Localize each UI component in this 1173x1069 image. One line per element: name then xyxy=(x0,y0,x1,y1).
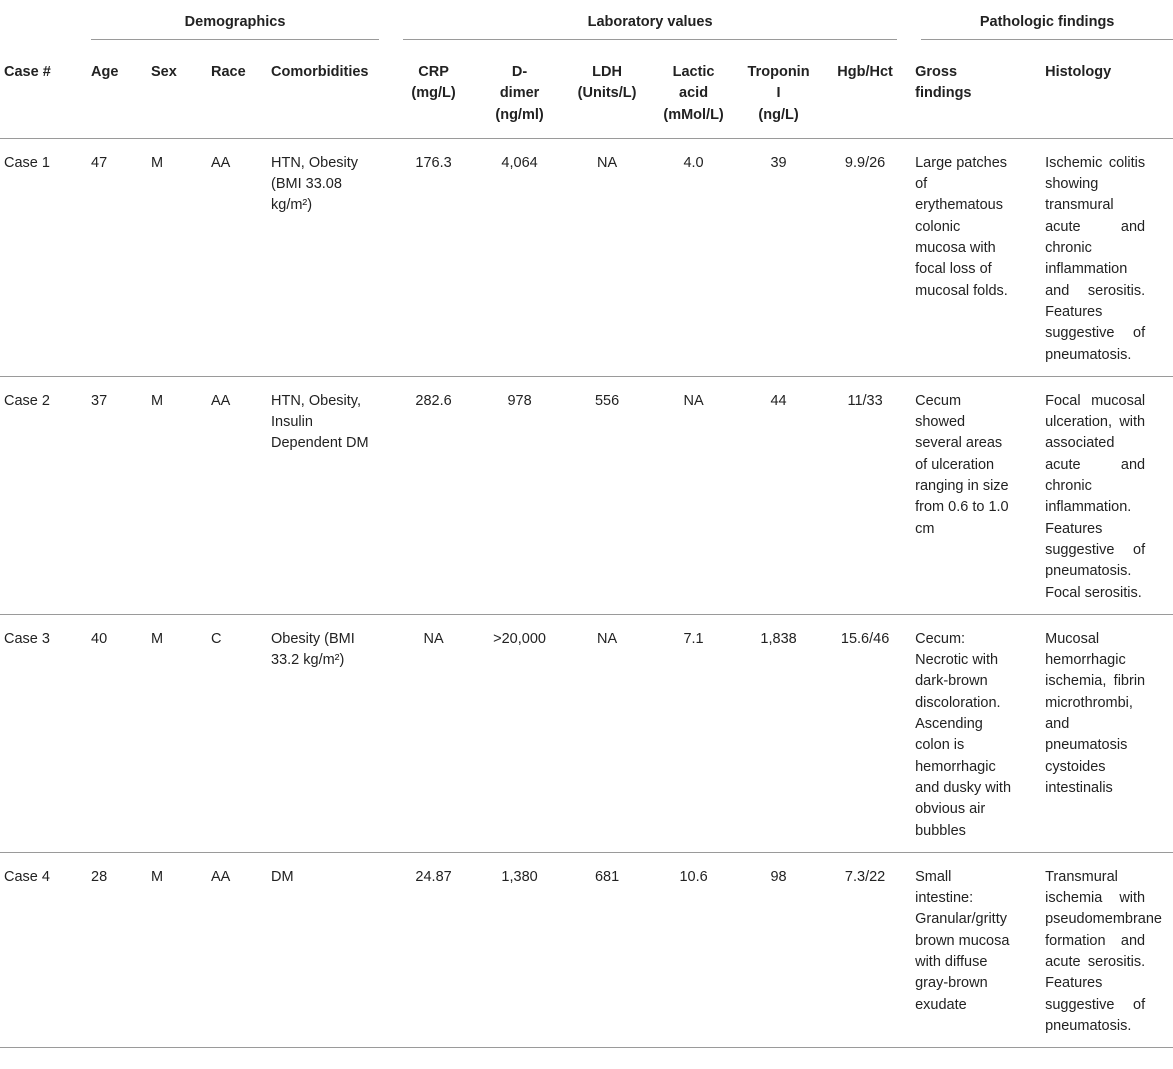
cell-case: Case 4 xyxy=(0,852,91,1047)
group-header-row xyxy=(0,0,1173,52)
cell-ddimer: >20,000 xyxy=(476,614,563,852)
cell-crp: 176.3 xyxy=(391,138,476,376)
cell-histology: Mucosal hemorrhagic ischemia, fibrin microthrombi, and pneumatosis cystoides intestinalis xyxy=(1039,614,1173,852)
cell-ddimer: 978 xyxy=(476,376,563,614)
cell-hgb: 9.9/26 xyxy=(821,138,909,376)
cell-crp: 282.6 xyxy=(391,376,476,614)
cell-race: AA xyxy=(211,138,271,376)
cell-troponin: 44 xyxy=(736,376,821,614)
cell-histology: Ischemic colitis showing transmural acute and chronic inflammation and serositis. Features suggestive of pneumatosis. xyxy=(1039,138,1173,376)
cell-race: C xyxy=(211,614,271,852)
cell-sex: M xyxy=(151,852,211,1047)
cell-histology: Transmural ischemia with pseudomembrane formation and acute serositis. Features suggestive of pneumatosis. xyxy=(1039,852,1173,1047)
cell-sex: M xyxy=(151,138,211,376)
table-row xyxy=(0,852,1173,1047)
group-laboratory: Laboratory values xyxy=(391,0,909,52)
cell-sex: M xyxy=(151,376,211,614)
cell-gross: Cecum showed several areas of ulceration ranging in size from 0.6 to 1.0 cm xyxy=(909,376,1039,614)
cell-race: AA xyxy=(211,852,271,1047)
cell-ldh: NA xyxy=(563,614,651,852)
col-header-ddimer: D- dimer (ng/ml) xyxy=(476,52,563,138)
cell-lactic: 10.6 xyxy=(651,852,736,1047)
table-row xyxy=(0,376,1173,614)
cell-hgb: 11/33 xyxy=(821,376,909,614)
col-header-histology: Histology xyxy=(1039,52,1173,138)
table-row xyxy=(0,614,1173,852)
cell-age: 47 xyxy=(91,138,151,376)
cell-hgb: 15.6/46 xyxy=(821,614,909,852)
cell-case: Case 3 xyxy=(0,614,91,852)
cell-lactic: NA xyxy=(651,376,736,614)
cell-case: Case 2 xyxy=(0,376,91,614)
col-header-lactic: Lactic acid (mMol/L) xyxy=(651,52,736,138)
col-header-crp: CRP (mg/L) xyxy=(391,52,476,138)
cell-ddimer: 1,380 xyxy=(476,852,563,1047)
col-header-troponin: Troponin I (ng/L) xyxy=(736,52,821,138)
cell-ldh: NA xyxy=(563,138,651,376)
cell-age: 28 xyxy=(91,852,151,1047)
cell-troponin: 39 xyxy=(736,138,821,376)
cell-lactic: 4.0 xyxy=(651,138,736,376)
col-header-gross: Gross findings xyxy=(909,52,1039,138)
cell-hgb: 7.3/22 xyxy=(821,852,909,1047)
cell-case: Case 1 xyxy=(0,138,91,376)
cell-gross: Small intestine: Granular/gritty brown mucosa with diffuse gray-brown exudate xyxy=(909,852,1039,1047)
column-header-row xyxy=(0,52,1173,138)
group-demographics: Demographics xyxy=(0,0,391,52)
cell-ldh: 681 xyxy=(563,852,651,1047)
cell-age: 40 xyxy=(91,614,151,852)
col-header-ldh: LDH (Units/L) xyxy=(563,52,651,138)
table-row xyxy=(0,138,1173,376)
col-header-case: Case # xyxy=(0,52,91,138)
cell-comorbidities: HTN, Obesity (BMI 33.08 kg/m²) xyxy=(271,138,391,376)
cell-troponin: 98 xyxy=(736,852,821,1047)
cell-comorbidities: HTN, Obesity, Insulin Dependent DM xyxy=(271,376,391,614)
col-header-comorbidities: Comorbidities xyxy=(271,52,391,138)
cell-age: 37 xyxy=(91,376,151,614)
cell-comorbidities: DM xyxy=(271,852,391,1047)
col-header-age: Age xyxy=(91,52,151,138)
cell-crp: NA xyxy=(391,614,476,852)
col-header-sex: Sex xyxy=(151,52,211,138)
cell-sex: M xyxy=(151,614,211,852)
col-header-hgb: Hgb/Hct xyxy=(821,52,909,138)
cell-gross: Large patches of erythematous colonic mucosa with focal loss of mucosal folds. xyxy=(909,138,1039,376)
cell-ldh: 556 xyxy=(563,376,651,614)
col-header-race: Race xyxy=(211,52,271,138)
cell-histology: Focal mucosal ulceration, with associated acute and chronic inflammation. Features suggestive of pneumatosis. Focal serositis. xyxy=(1039,376,1173,614)
cell-comorbidities: Obesity (BMI 33.2 kg/m²) xyxy=(271,614,391,852)
cell-crp: 24.87 xyxy=(391,852,476,1047)
group-pathologic: Pathologic findings xyxy=(909,0,1173,52)
cell-ddimer: 4,064 xyxy=(476,138,563,376)
cell-race: AA xyxy=(211,376,271,614)
cell-gross: Cecum: Necrotic with dark-brown discoloration. Ascending colon is hemorrhagic and dusky with obvious air bubbles xyxy=(909,614,1039,852)
cell-troponin: 1,838 xyxy=(736,614,821,852)
cell-lactic: 7.1 xyxy=(651,614,736,852)
